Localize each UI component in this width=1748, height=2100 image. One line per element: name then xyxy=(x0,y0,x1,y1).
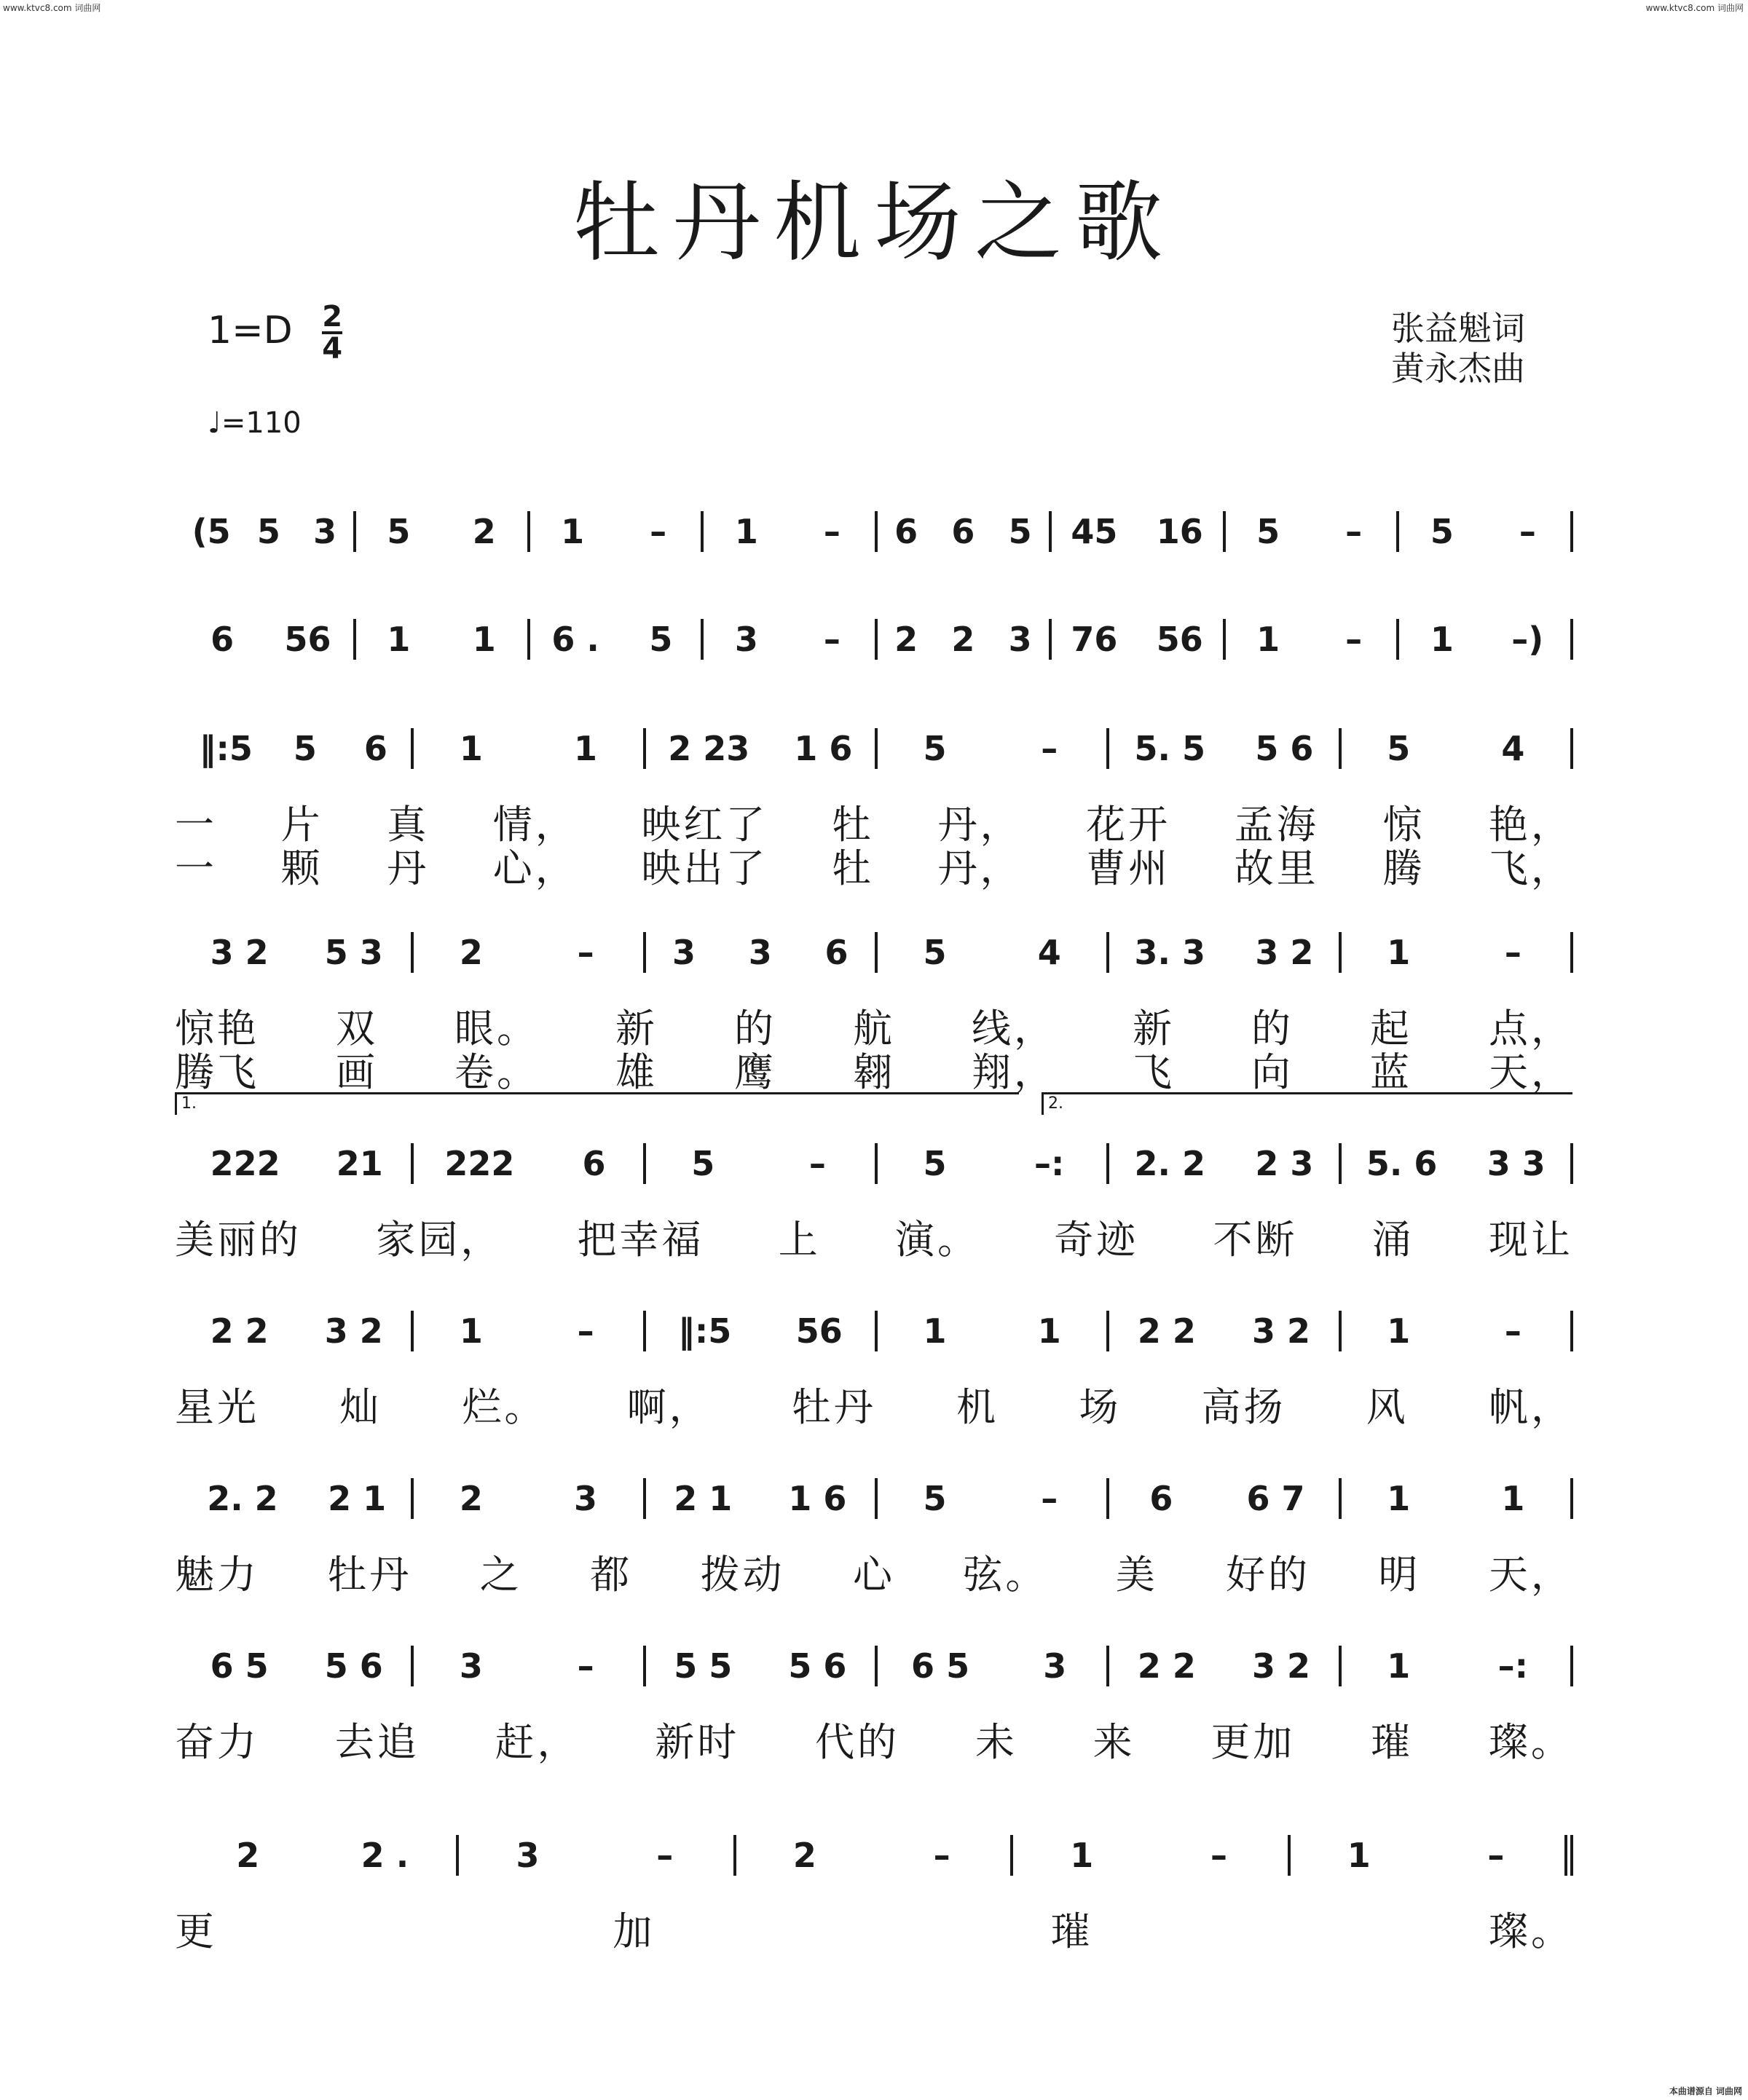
note: 1 xyxy=(1037,1311,1061,1351)
lyric-syllable: 不断 xyxy=(1213,1217,1298,1263)
lyric-syllable: 腾 xyxy=(1382,845,1425,891)
lyric-syllable: 孟海 xyxy=(1234,802,1319,848)
note: – xyxy=(656,1836,674,1875)
lyric-syllable: 一 xyxy=(175,802,217,848)
measure xyxy=(1109,1478,1341,1519)
measure xyxy=(530,619,704,660)
lyric-syllable: 灿 xyxy=(339,1384,382,1430)
note: 21 xyxy=(336,1144,383,1183)
note: 56 xyxy=(1156,620,1203,659)
note: – xyxy=(933,1836,950,1875)
measure xyxy=(414,1646,645,1686)
note: 6 xyxy=(824,933,849,972)
measure xyxy=(182,932,414,973)
note: –) xyxy=(1511,620,1544,659)
note: 3 2 xyxy=(1252,1646,1311,1686)
lyric-line xyxy=(175,1041,1573,1097)
notation-row xyxy=(182,1478,1573,1519)
note: 6 xyxy=(1149,1479,1173,1518)
note: 1 xyxy=(459,1311,483,1351)
note: – xyxy=(1345,512,1363,551)
lyric-syllable: 卷。 xyxy=(454,1049,539,1095)
note: 1 xyxy=(1387,1646,1411,1686)
lyric-syllable: 惊 xyxy=(1382,802,1425,848)
note: – xyxy=(1041,729,1058,768)
lyric-syllable: 点， xyxy=(1489,1006,1573,1051)
lyric-syllable: 把幸福 xyxy=(577,1217,704,1263)
measure xyxy=(182,1835,459,1876)
lyric-line xyxy=(175,1376,1573,1432)
note: 2 xyxy=(459,1479,483,1518)
measure xyxy=(878,1478,1109,1519)
measure xyxy=(878,511,1052,552)
note: – xyxy=(823,620,840,659)
lyric-syllable: 璀 xyxy=(1050,1908,1093,1954)
key-signature xyxy=(208,300,343,366)
lyric-syllable: 航 xyxy=(853,1006,895,1051)
lyric-syllable: 牡丹 xyxy=(791,1384,876,1430)
lyric-syllable: 场 xyxy=(1079,1384,1122,1430)
measure xyxy=(878,1143,1109,1184)
lyric-syllable: 故里 xyxy=(1234,845,1319,891)
note: ‖:5 xyxy=(677,1311,732,1351)
note: 4 xyxy=(1501,729,1525,768)
lyric-syllable: 片 xyxy=(280,802,323,848)
measure xyxy=(1109,1143,1341,1184)
measure xyxy=(1342,1143,1573,1184)
measure xyxy=(530,511,704,552)
note: 56 xyxy=(795,1311,843,1351)
note: 1 xyxy=(472,620,496,659)
measure xyxy=(1052,511,1226,552)
lyric-syllable: 璨。 xyxy=(1488,1719,1573,1765)
note: – xyxy=(1345,620,1363,659)
note: 2 1 xyxy=(674,1479,733,1518)
lyric-syllable: 映出了 xyxy=(641,845,768,891)
note: 3 xyxy=(734,620,758,659)
measure xyxy=(414,728,645,769)
lyric-syllable: 映红了 xyxy=(641,802,768,848)
note: 5 6 xyxy=(324,1646,383,1686)
lyricist-credit: 张益魁词 xyxy=(1391,309,1525,348)
measure xyxy=(459,1835,736,1876)
note: 5 xyxy=(923,729,947,768)
lyric-syllable: 雄 xyxy=(615,1049,658,1095)
notation-row xyxy=(182,1835,1573,1876)
lyric-syllable: 更 xyxy=(175,1908,217,1954)
lyric-syllable: 新时 xyxy=(655,1719,740,1765)
note: 1 xyxy=(1256,620,1280,659)
lyric-syllable: 天， xyxy=(1489,1049,1573,1095)
lyric-syllable: 新 xyxy=(615,1006,658,1051)
measure xyxy=(182,511,356,552)
lyric-syllable: 上 xyxy=(778,1217,821,1263)
measure xyxy=(646,932,878,973)
lyric-syllable: 情， xyxy=(492,802,578,848)
note: 3 xyxy=(313,512,337,551)
lyric-syllable: 之 xyxy=(479,1552,522,1598)
note: 5 xyxy=(1008,512,1032,551)
note: 1 xyxy=(1070,1836,1094,1875)
measure xyxy=(1291,1835,1573,1876)
measure xyxy=(182,1311,414,1351)
note: 222 xyxy=(210,1144,280,1183)
measure xyxy=(414,1311,645,1351)
note: 3 2 xyxy=(210,933,269,972)
lyric-syllable: 艳， xyxy=(1488,802,1573,848)
note: 6 xyxy=(582,1144,606,1183)
measure xyxy=(1109,1311,1341,1351)
note: –: xyxy=(1497,1646,1529,1686)
note: 2 2 xyxy=(210,1311,269,1351)
key-label: 1=D xyxy=(208,309,293,352)
lyric-line xyxy=(175,1209,1573,1265)
note: (5 xyxy=(192,512,231,551)
lyric-syllable: 颗 xyxy=(280,845,323,891)
note: 2 2 xyxy=(1137,1311,1196,1351)
note: 5. 6 xyxy=(1366,1144,1438,1183)
measure xyxy=(704,619,878,660)
lyric-syllable: 向 xyxy=(1251,1049,1294,1095)
note: 2 xyxy=(236,1836,260,1875)
note: 5 3 xyxy=(324,933,383,972)
lyric-syllable: 一 xyxy=(175,845,217,891)
measure xyxy=(182,619,356,660)
note: 2 23 xyxy=(668,729,750,768)
notation-row xyxy=(182,619,1573,660)
lyric-syllable: 更加 xyxy=(1210,1719,1296,1765)
lyric-syllable: 美 xyxy=(1115,1552,1158,1598)
note: 222 xyxy=(444,1144,515,1183)
lyric-syllable: 去追 xyxy=(334,1719,420,1765)
note: 1 xyxy=(387,620,411,659)
lyric-syllable: 家园， xyxy=(376,1217,503,1263)
measure xyxy=(1342,932,1573,973)
measure xyxy=(736,1835,1013,1876)
note: ‖:5 xyxy=(199,729,253,768)
lyric-syllable: 牡丹 xyxy=(327,1552,412,1598)
notation-row xyxy=(182,511,1573,552)
measure xyxy=(414,932,645,973)
measure xyxy=(1342,1311,1573,1351)
measure xyxy=(646,1646,878,1686)
note: 1 xyxy=(1430,620,1454,659)
lyric-line xyxy=(175,1900,1573,1957)
measure xyxy=(182,1143,414,1184)
note: 3 3 xyxy=(1487,1144,1546,1183)
measure xyxy=(1399,619,1573,660)
note: 5 xyxy=(293,729,317,768)
note: 2 2 xyxy=(1137,1646,1196,1686)
lyric-syllable: 丹 xyxy=(387,845,430,891)
lyric-syllable: 心， xyxy=(492,845,578,891)
lyric-syllable: 飞， xyxy=(1488,845,1573,891)
measure xyxy=(1013,1835,1290,1876)
note: 5 xyxy=(649,620,673,659)
time-signature-bottom: 4 xyxy=(322,332,343,366)
note: 2 xyxy=(894,620,918,659)
lyric-syllable: 啊， xyxy=(626,1384,712,1430)
lyric-syllable: 都 xyxy=(590,1552,633,1598)
lyric-syllable: 眼。 xyxy=(454,1006,539,1051)
lyric-syllable: 的 xyxy=(1251,1006,1294,1051)
note: 2 . xyxy=(361,1836,409,1875)
measure xyxy=(878,728,1109,769)
note: 1 xyxy=(734,512,758,551)
note: 1 xyxy=(1387,1311,1411,1351)
note: 1 xyxy=(561,512,585,551)
tempo-marking: ♩=110 xyxy=(208,406,302,440)
time-signature-top: 2 xyxy=(322,300,343,333)
note: 6 . xyxy=(551,620,599,659)
watermark-top-right: www.ktvc8.com 词曲网 xyxy=(1645,3,1744,13)
note: 3 xyxy=(672,933,696,972)
lyric-syllable: 星光 xyxy=(175,1384,259,1430)
note: 5 xyxy=(923,933,947,972)
note: 4 xyxy=(1037,933,1061,972)
note: 1 xyxy=(1387,1479,1411,1518)
measure xyxy=(646,1478,878,1519)
note: 2. 2 xyxy=(1134,1144,1206,1183)
note: 76 xyxy=(1071,620,1118,659)
note: 45 xyxy=(1071,512,1118,551)
lyric-syllable: 风 xyxy=(1366,1384,1409,1430)
note: 5 xyxy=(1430,512,1454,551)
note: 3 2 xyxy=(1255,933,1314,972)
notation-row xyxy=(182,1311,1573,1351)
lyric-syllable: 真 xyxy=(387,802,430,848)
note: – xyxy=(823,512,840,551)
lyric-syllable: 鹰 xyxy=(734,1049,776,1095)
lyric-syllable: 来 xyxy=(1092,1719,1135,1765)
measure xyxy=(1399,511,1573,552)
time-signature xyxy=(322,300,343,366)
measure xyxy=(878,1311,1109,1351)
note: 5 xyxy=(691,1144,715,1183)
lyric-syllable: 高扬 xyxy=(1201,1384,1286,1430)
lyric-syllable: 起 xyxy=(1370,1006,1412,1051)
measure xyxy=(878,619,1052,660)
note: 6 5 xyxy=(210,1646,269,1686)
volta-first-ending: 1. xyxy=(175,1092,1019,1115)
song-title: 牡丹机场之歌 xyxy=(572,173,1176,274)
lyric-syllable: 魅力 xyxy=(175,1552,259,1598)
note: – xyxy=(1504,933,1521,972)
lyric-syllable: 线， xyxy=(972,1006,1056,1051)
lyric-syllable: 烂。 xyxy=(462,1384,547,1430)
measure xyxy=(182,1646,414,1686)
lyric-line xyxy=(175,1711,1573,1767)
measure xyxy=(182,1478,414,1519)
note: 3 xyxy=(574,1479,598,1518)
lyric-syllable: 天， xyxy=(1488,1552,1573,1598)
lyric-syllable: 曹州 xyxy=(1086,845,1171,891)
lyric-syllable: 机 xyxy=(956,1384,999,1430)
lyric-syllable: 赶， xyxy=(495,1719,580,1765)
note: 3 xyxy=(1043,1646,1067,1686)
note: 5 xyxy=(387,512,411,551)
watermark-bottom-right: 本曲谱源自 词曲网 xyxy=(1669,2086,1742,2096)
note: – xyxy=(577,1311,594,1351)
note: – xyxy=(1487,1836,1505,1875)
lyric-syllable: 奋力 xyxy=(175,1719,259,1765)
measure xyxy=(646,728,878,769)
lyric-syllable: 演。 xyxy=(895,1217,980,1263)
note: 56 xyxy=(284,620,331,659)
composer-credit: 黄永杰曲 xyxy=(1391,349,1525,388)
lyric-syllable: 惊艳 xyxy=(175,1006,259,1051)
measure xyxy=(1109,728,1341,769)
lyric-syllable: 未 xyxy=(975,1719,1017,1765)
note: 3 xyxy=(459,1646,483,1686)
notation-row xyxy=(182,1646,1573,1686)
note: 2 xyxy=(459,933,483,972)
lyric-syllable: 美丽的 xyxy=(175,1217,302,1263)
note: – xyxy=(1519,512,1536,551)
note: 5 xyxy=(1387,729,1411,768)
note: 1 xyxy=(1387,933,1411,972)
lyric-syllable: 的 xyxy=(734,1006,776,1051)
note: 2 xyxy=(951,620,975,659)
note: 3 xyxy=(1008,620,1032,659)
note: 1 6 xyxy=(794,729,853,768)
measure xyxy=(1052,619,1226,660)
lyric-syllable: 加 xyxy=(613,1908,656,1954)
note: 16 xyxy=(1156,512,1203,551)
note: 5 6 xyxy=(788,1646,847,1686)
note: 6 xyxy=(951,512,975,551)
lyric-syllable: 蓝 xyxy=(1370,1049,1412,1095)
note: 6 xyxy=(363,729,387,768)
measure xyxy=(704,511,878,552)
volta-second-ending: 2. xyxy=(1042,1092,1572,1115)
measure xyxy=(414,1143,645,1184)
measure xyxy=(356,511,530,552)
note: 3 xyxy=(748,933,772,972)
note: 2 1 xyxy=(328,1479,387,1518)
notation-row xyxy=(182,728,1573,769)
note: 5 xyxy=(256,512,280,551)
note: 6 xyxy=(894,512,918,551)
note: 1 xyxy=(459,729,483,768)
lyric-line xyxy=(175,837,1573,893)
note: 6 7 xyxy=(1246,1479,1305,1518)
note: 1 xyxy=(574,729,598,768)
note: 5 xyxy=(923,1144,947,1183)
measure xyxy=(182,728,414,769)
note: 3. 3 xyxy=(1134,933,1206,972)
lyric-syllable: 璨。 xyxy=(1488,1908,1573,1954)
measure xyxy=(878,932,1109,973)
note: 3 xyxy=(516,1836,540,1875)
note: 5 xyxy=(1256,512,1280,551)
measure xyxy=(878,1646,1109,1686)
note: 1 6 xyxy=(788,1479,847,1518)
lyric-syllable: 奇迹 xyxy=(1054,1217,1139,1263)
lyric-syllable: 翔， xyxy=(972,1049,1056,1095)
measure xyxy=(1342,1478,1573,1519)
lyric-syllable: 丹， xyxy=(937,845,1023,891)
note: 1 xyxy=(923,1311,947,1351)
lyric-line xyxy=(175,1544,1573,1600)
note: 1 xyxy=(1501,1479,1525,1518)
note: 2. 2 xyxy=(207,1479,278,1518)
note: – xyxy=(1041,1479,1058,1518)
lyric-syllable: 双 xyxy=(336,1006,378,1051)
lyric-syllable: 翱 xyxy=(853,1049,895,1095)
lyric-syllable: 腾飞 xyxy=(175,1049,259,1095)
note: 5 6 xyxy=(1255,729,1314,768)
lyric-syllable: 花开 xyxy=(1086,802,1171,848)
lyric-syllable: 牡 xyxy=(831,802,874,848)
measure xyxy=(1109,1646,1341,1686)
note: – xyxy=(808,1144,826,1183)
lyric-syllable: 牡 xyxy=(831,845,874,891)
note: –: xyxy=(1034,1144,1065,1183)
measure xyxy=(1109,932,1341,973)
notation-row xyxy=(182,932,1573,973)
note: 6 5 xyxy=(911,1646,970,1686)
note: – xyxy=(577,1646,594,1686)
note: 1 xyxy=(1347,1836,1371,1875)
lyric-syllable: 现让 xyxy=(1489,1217,1573,1263)
lyric-syllable: 飞 xyxy=(1133,1049,1175,1095)
note: 6 xyxy=(210,620,235,659)
note: 2 3 xyxy=(1255,1144,1314,1183)
note: 3 2 xyxy=(324,1311,383,1351)
lyric-syllable: 画 xyxy=(336,1049,378,1095)
measure xyxy=(414,1478,645,1519)
notation-row xyxy=(182,1143,1573,1184)
lyric-syllable: 好的 xyxy=(1226,1552,1311,1598)
lyric-syllable: 丹， xyxy=(937,802,1023,848)
note: 5 5 xyxy=(674,1646,733,1686)
measure xyxy=(1226,511,1400,552)
note: 2 xyxy=(792,1836,816,1875)
lyric-syllable: 新 xyxy=(1133,1006,1175,1051)
measure xyxy=(1342,728,1573,769)
lyric-syllable: 璀 xyxy=(1371,1719,1414,1765)
note: – xyxy=(1504,1311,1521,1351)
measure xyxy=(356,619,530,660)
lyric-syllable: 拨动 xyxy=(700,1552,785,1598)
note: 3 2 xyxy=(1252,1311,1311,1351)
measure xyxy=(1342,1646,1573,1686)
note: – xyxy=(1210,1836,1228,1875)
measure xyxy=(646,1143,878,1184)
lyric-syllable: 明 xyxy=(1378,1552,1421,1598)
lyric-syllable: 帆， xyxy=(1488,1384,1573,1430)
lyric-syllable: 代的 xyxy=(815,1719,900,1765)
watermark-top-left: www.ktvc8.com 词曲网 xyxy=(3,3,101,13)
note: – xyxy=(650,512,667,551)
lyric-syllable: 心 xyxy=(852,1552,895,1598)
measure xyxy=(646,1311,878,1351)
measure xyxy=(1226,619,1400,660)
note: – xyxy=(577,933,594,972)
lyric-syllable: 弦。 xyxy=(963,1552,1048,1598)
lyric-syllable: 涌 xyxy=(1371,1217,1414,1263)
note: 2 xyxy=(472,512,496,551)
note: 5 xyxy=(923,1479,947,1518)
note: 5. 5 xyxy=(1134,729,1206,768)
